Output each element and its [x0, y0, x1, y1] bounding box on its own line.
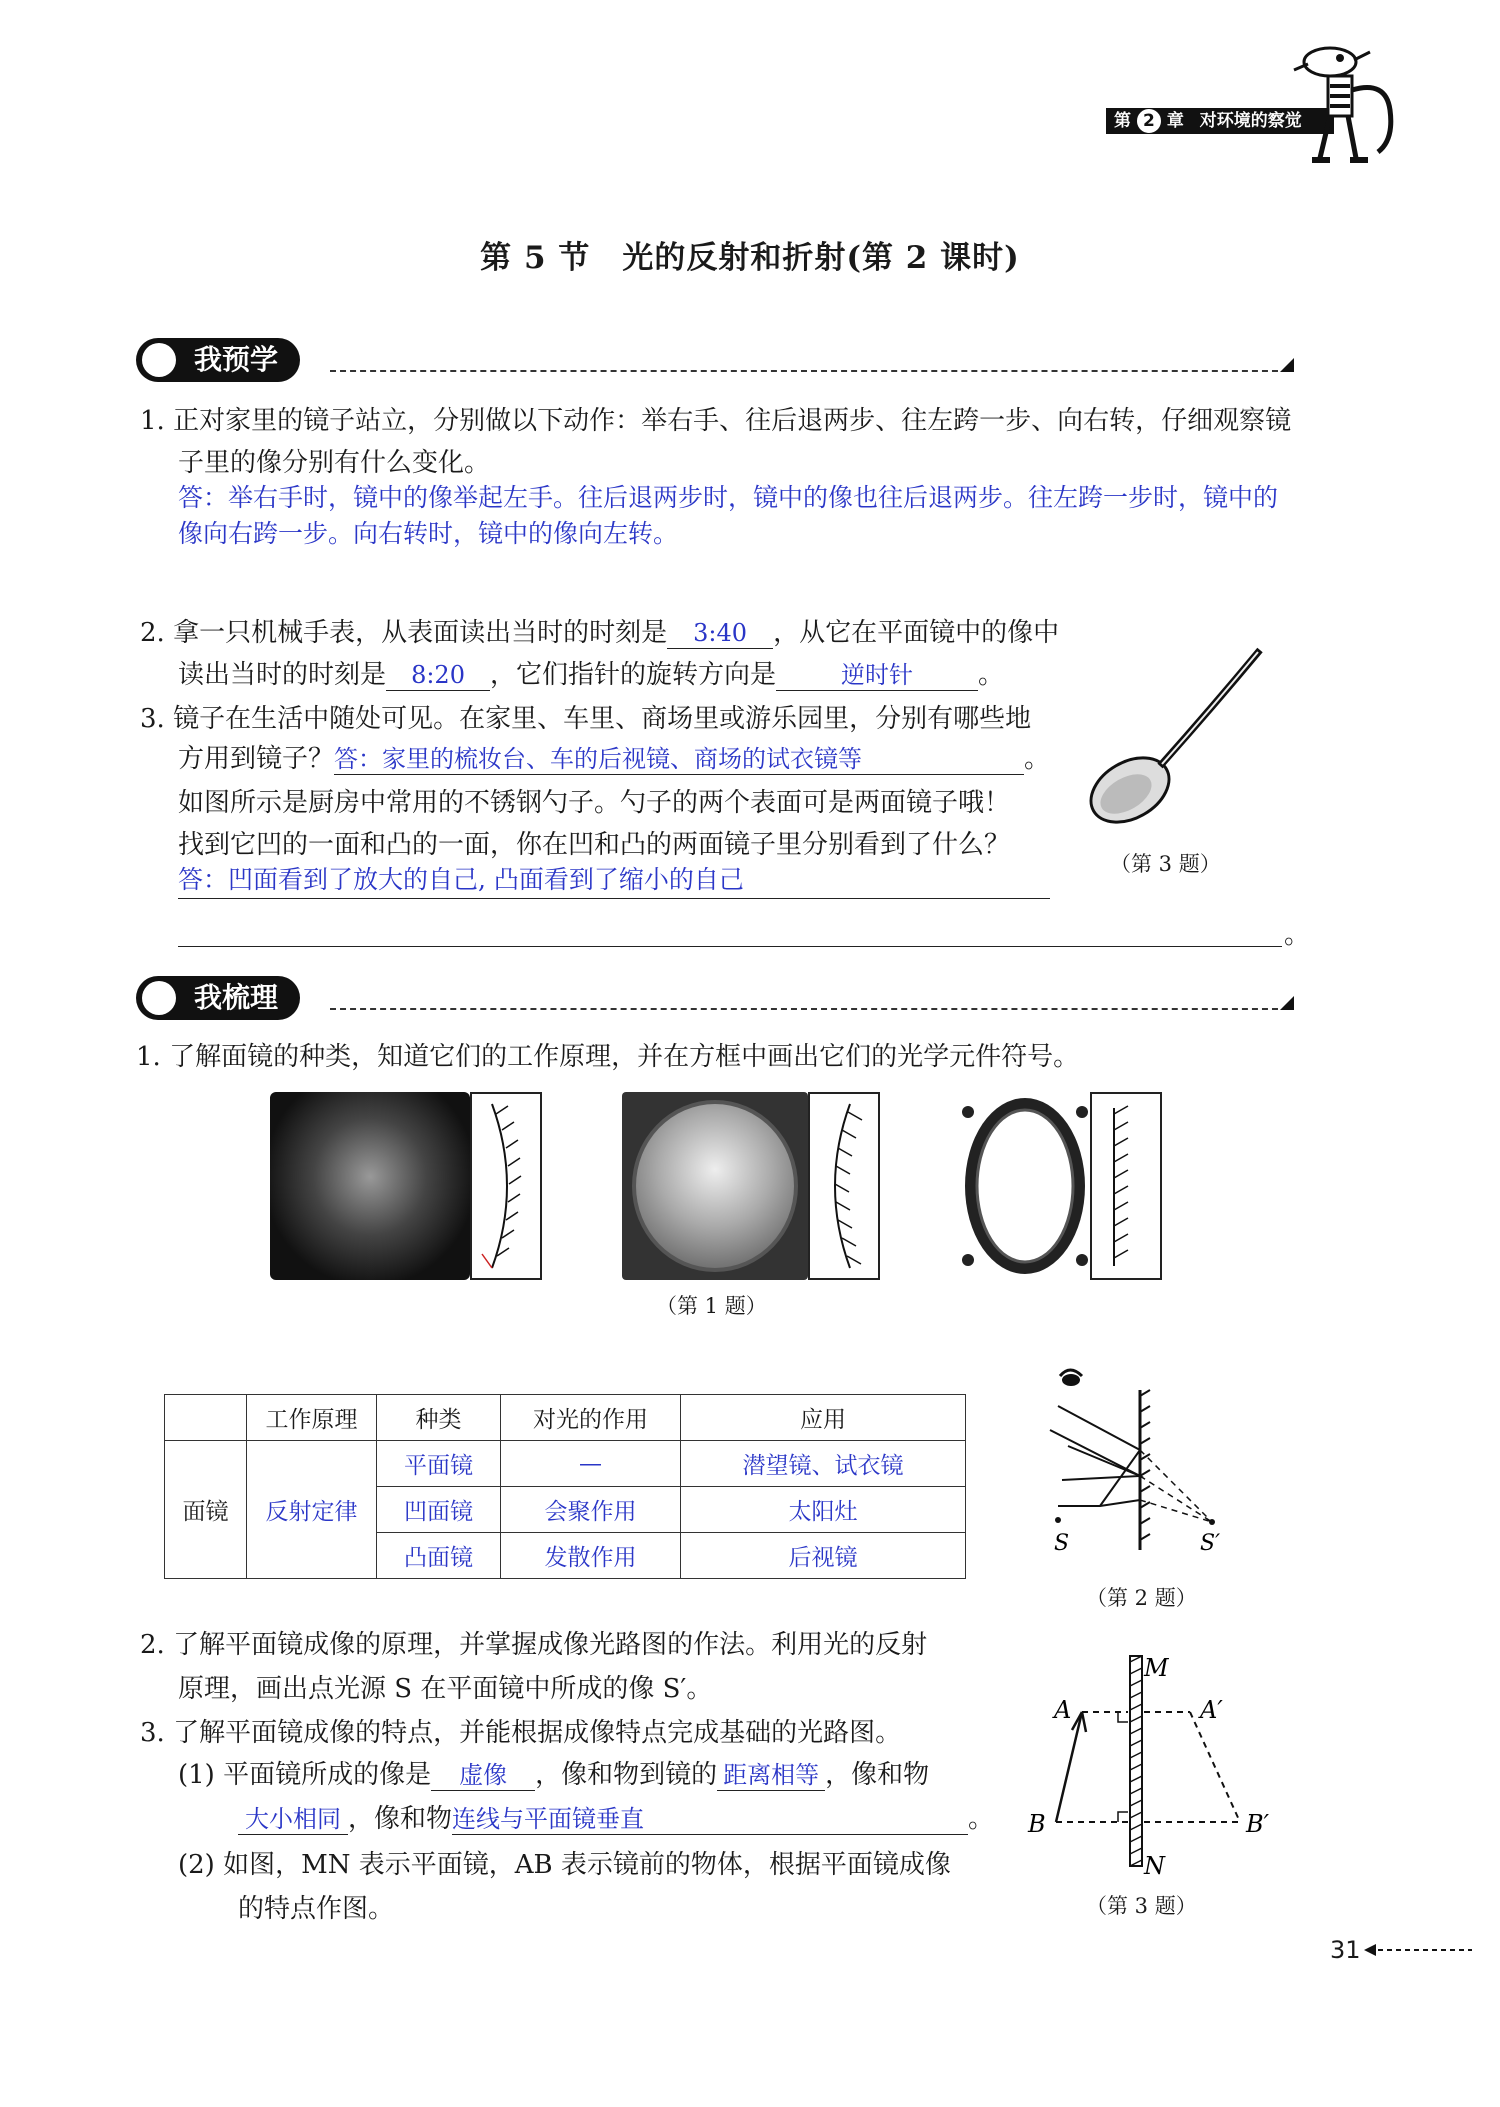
eye-icon — [1060, 1370, 1082, 1386]
photo-convex-mirror — [622, 1092, 808, 1280]
effect-cell: 发散作用 — [501, 1533, 681, 1579]
kind-cell: 平面镜 — [377, 1441, 501, 1487]
page-arrow-icon — [1364, 1942, 1474, 1958]
table-header-cell: 种类 — [377, 1395, 501, 1441]
pre-q3-line3: 如图所示是厨房中常用的不锈钢勺子。勺子的两个表面可是两面镜子哦！ — [178, 788, 1011, 818]
sort-q2-caption: （第 2 题） — [1086, 1586, 1197, 1610]
page-title: 第 5 节 光的反射和折射(第 2 课时) — [480, 240, 1020, 276]
mirror-uses-blank: 答：家里的梳妆台、车的后视镜、商场的试衣镜等 — [334, 744, 1024, 775]
effect-cell: — — [501, 1441, 681, 1487]
image-type-blank: 虚像 — [431, 1760, 535, 1791]
pre-q2-line2 — [178, 656, 1004, 694]
table-row — [165, 1441, 966, 1487]
pre-q3-answer: 答：凹面看到了放大的自己, 凸面看到了缩小的自己 — [178, 865, 744, 894]
section-label-preview: 我预学 — [194, 343, 279, 376]
kind-cell: 凸面镜 — [377, 1533, 501, 1579]
symbol-box-plane — [1090, 1092, 1162, 1280]
table-header-cell — [165, 1395, 247, 1441]
label-a: A — [1054, 1696, 1072, 1724]
size-blank: 大小相同 — [238, 1804, 348, 1835]
q3-mirror-diagram — [1010, 1646, 1290, 1882]
sort-q3-sub1-line1 — [178, 1756, 929, 1794]
sort-q1-caption: （第 1 题） — [656, 1294, 767, 1318]
corner-arrow-icon — [1280, 358, 1294, 372]
sort-q3-sub2-line1: (2) 如图，MN 表示平面镜，AB 表示镜前的物体，根据平面镜成像 — [178, 1850, 951, 1880]
label-b: B — [1028, 1810, 1046, 1838]
table-header-cell: 对光的作用 — [501, 1395, 681, 1441]
line-relation-blank: 连线与平面镜垂直 — [452, 1804, 968, 1835]
row-label: 面镜 — [165, 1441, 247, 1579]
page-number: 31 — [1330, 1936, 1361, 1964]
pre-q3-text2: 。 — [1024, 744, 1051, 774]
section-divider-sort — [330, 1008, 1288, 1010]
table-header-cell: 应用 — [681, 1395, 966, 1441]
spoon-illustration — [1080, 640, 1280, 840]
answer-underline-1 — [178, 898, 1050, 899]
photo-plane-mirror — [960, 1092, 1090, 1280]
label-b-prime: B′ — [1246, 1810, 1270, 1838]
pre-q1-line1: 1. 正对家里的镜子站立，分别做以下动作：举右手、往后退两步、往左跨一步、向右转，仔细观察镜 — [140, 406, 1292, 436]
principle-cell: 反射定律 — [247, 1441, 377, 1579]
section-label-sort: 我梳理 — [194, 981, 279, 1014]
distance-blank: 距离相等 — [717, 1760, 825, 1791]
pre-q3-caption: （第 3 题） — [1110, 852, 1221, 876]
sort-q3-text5: 。 — [968, 1804, 995, 1834]
pre-q2-text4: ，它们指针的旋转方向是 — [490, 660, 777, 690]
section-badge-preview — [136, 338, 300, 382]
sort-q3-sub1-line2 — [238, 1800, 994, 1838]
kind-cell: 凹面镜 — [377, 1487, 501, 1533]
mirror-table — [164, 1394, 966, 1579]
chapter-title: 对环境的察觉 — [1199, 111, 1302, 131]
convex-mirror-symbol — [810, 1094, 878, 1278]
use-cell: 潜望镜、试衣镜 — [681, 1441, 966, 1487]
use-cell: 后视镜 — [681, 1533, 966, 1579]
sort-icon — [142, 981, 176, 1015]
pre-q2-text2: ，从它在平面镜中的像中 — [773, 618, 1060, 648]
table-header-cell: 工作原理 — [247, 1395, 377, 1441]
effect-cell: 会聚作用 — [501, 1487, 681, 1533]
sort-q3-line1: 3. 了解平面镜成像的特点，并能根据成像特点完成基础的光路图。 — [140, 1718, 902, 1748]
label-s-prime: S′ — [1200, 1531, 1221, 1556]
label-n: N — [1144, 1852, 1165, 1880]
sort-q1-text: 1. 了解面镜的种类，知道它们的工作原理，并在方框中画出它们的光学元件符号。 — [136, 1042, 1080, 1072]
preview-icon — [142, 343, 176, 377]
pre-q2-line1 — [140, 614, 1059, 652]
time-blank: 3:40 — [667, 618, 773, 649]
mirror-time-blank: 8:20 — [386, 660, 490, 691]
sort-q3-text4: ，像和物 — [348, 1804, 453, 1834]
sort-q3-sub2-line2: 的特点作图。 — [238, 1894, 395, 1924]
sort-q2-line1: 2. 了解平面镜成像的原理，并掌握成像光路图的作法。利用光的反射 — [140, 1630, 928, 1660]
pre-q2-text5: 。 — [978, 660, 1005, 690]
pre-q1-line2: 子里的像分别有什么变化。 — [178, 448, 491, 478]
mascot-illustration — [1290, 40, 1410, 170]
sort-q3-text3: ，像和物 — [825, 1760, 930, 1790]
corner-arrow-icon — [1280, 996, 1294, 1010]
symbol-box-concave — [470, 1092, 542, 1280]
concave-mirror-symbol — [472, 1094, 540, 1278]
sort-q3-text1: (1) 平面镜所成的像是 — [178, 1760, 432, 1790]
sort-q2-line2: 原理，画出点光源 S 在平面镜中所成的像 S′。 — [178, 1674, 713, 1704]
sort-q3-text2: ，像和物到镜的 — [535, 1760, 718, 1790]
pre-q3-end: 。 — [1284, 920, 1311, 950]
answer-underline-2 — [178, 946, 1282, 947]
pre-q2-text3: 读出当时的时刻是 — [178, 660, 387, 690]
label-s: S — [1054, 1531, 1070, 1556]
pre-q1-answer-line2: 像向右跨一步。向右转时，镜中的像向左转。 — [178, 519, 679, 548]
plane-mirror-symbol — [1092, 1094, 1160, 1278]
pre-q3-line2 — [178, 740, 1050, 778]
symbol-box-convex — [808, 1092, 880, 1280]
use-cell: 太阳灶 — [681, 1487, 966, 1533]
pre-q3-line1: 3. 镜子在生活中随处可见。在家里、车里、商场里或游乐园里，分别有哪些地 — [140, 704, 1032, 734]
table-header-row — [165, 1395, 966, 1441]
pre-q2-text1: 2. 拿一只机械手表，从表面读出当时的时刻是 — [140, 618, 668, 648]
chapter-number: 2 — [1137, 109, 1161, 133]
q2-ray-diagram — [1040, 1350, 1240, 1580]
chapter-post: 章 — [1166, 111, 1184, 131]
sort-q3-caption: （第 3 题） — [1086, 1894, 1197, 1918]
pre-q3-text1: 方用到镜子？ — [178, 744, 335, 774]
pre-q1-answer-line1: 答：举右手时，镜中的像举起左手。往后退两步时，镜中的像也往后退两步。往左跨一步时，镜中的 — [178, 483, 1279, 512]
section-badge-sort — [136, 976, 300, 1020]
label-m: M — [1144, 1654, 1169, 1682]
photo-concave-mirror — [270, 1092, 470, 1280]
direction-blank: 逆时针 — [776, 660, 978, 691]
chapter-pre: 第 — [1114, 111, 1131, 131]
section-divider-preview — [330, 370, 1288, 372]
pre-q3-line4: 找到它凹的一面和凸的一面，你在凹和凸的两面镜子里分别看到了什么？ — [178, 830, 1011, 860]
convex-mirror-disc — [632, 1100, 798, 1272]
label-a-prime: A′ — [1200, 1696, 1223, 1724]
